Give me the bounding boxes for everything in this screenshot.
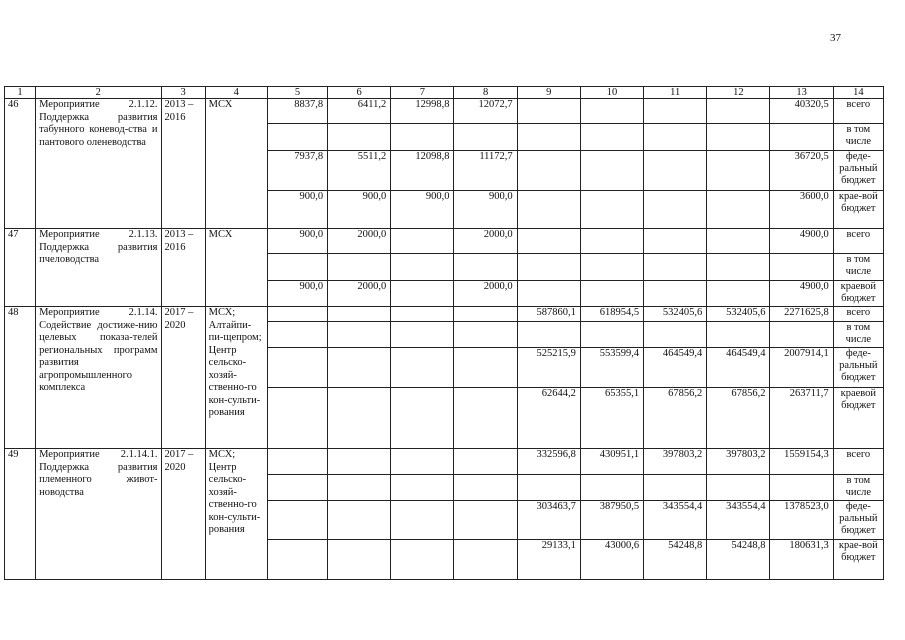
col-header-12: 12 (707, 87, 770, 99)
value-cell: 67856,2 (707, 388, 770, 449)
col-header-14: 14 (833, 87, 883, 99)
value-cell: 2000,0 (328, 281, 391, 307)
col-header-4: 4 (205, 87, 267, 99)
value-cell: 2000,0 (454, 229, 517, 254)
col-header-2: 2 (36, 87, 161, 99)
executor: МСХ; Центр сельско-хозяй-ственно-го кон-сульти-рования (205, 449, 267, 580)
value-cell: 303463,7 (517, 501, 580, 540)
value-cell: 900,0 (267, 229, 327, 254)
measure-name: Мероприятие 2.1.14.1. Поддержка развития племенного живот-новодства (36, 449, 161, 580)
funding-source: крае-вой бюджет (833, 191, 883, 229)
value-cell: 900,0 (454, 191, 517, 229)
value-cell: 12998,8 (391, 99, 454, 124)
total-cell: 2271625,8 (770, 307, 833, 322)
col-header-6: 6 (328, 87, 391, 99)
row-number: 46 (5, 99, 36, 229)
col-header-10: 10 (580, 87, 643, 99)
funding-source: в том числе (833, 124, 883, 151)
value-cell: 618954,5 (580, 307, 643, 322)
value-cell: 464549,4 (644, 348, 707, 388)
budget-table-container (4, 86, 884, 580)
value-cell: 11172,7 (454, 151, 517, 191)
total-cell: 1559154,3 (770, 449, 833, 475)
table-row (5, 307, 884, 322)
total-cell: 263711,7 (770, 388, 833, 449)
total-cell: 1378523,0 (770, 501, 833, 540)
executor: МСХ (205, 229, 267, 307)
total-cell: 3600,0 (770, 191, 833, 229)
row-number: 47 (5, 229, 36, 307)
value-cell: 464549,4 (707, 348, 770, 388)
col-header-5: 5 (267, 87, 327, 99)
value-cell: 397803,2 (707, 449, 770, 475)
header-row (5, 87, 884, 99)
value-cell: 7937,8 (267, 151, 327, 191)
years: 2017 – 2020 (161, 449, 205, 580)
value-cell: 900,0 (267, 191, 327, 229)
funding-source: в том числе (833, 322, 883, 348)
value-cell: 430951,1 (580, 449, 643, 475)
value-cell: 8837,8 (267, 99, 327, 124)
value-cell: 532405,6 (644, 307, 707, 322)
table-row (5, 99, 884, 124)
value-cell: 5511,2 (328, 151, 391, 191)
funding-source: крае-вой бюджет (833, 540, 883, 580)
value-cell: 332596,8 (517, 449, 580, 475)
table-row (5, 449, 884, 475)
value-cell: 12098,8 (391, 151, 454, 191)
value-cell: 62644,2 (517, 388, 580, 449)
funding-source: всего (833, 307, 883, 322)
value-cell: 67856,2 (644, 388, 707, 449)
value-cell: 6411,2 (328, 99, 391, 124)
funding-source: феде-ральный бюджет (833, 501, 883, 540)
funding-source: в том числе (833, 475, 883, 501)
value-cell: 12072,7 (454, 99, 517, 124)
total-cell: 2007914,1 (770, 348, 833, 388)
executor: МСХ; Алтайпи-пи-щепром; Центр сельско-хозяй-ственно-го кон-сульти-рования (205, 307, 267, 449)
value-cell: 65355,1 (580, 388, 643, 449)
value-cell: 525215,9 (517, 348, 580, 388)
funding-source: всего (833, 99, 883, 124)
value-cell: 343554,4 (707, 501, 770, 540)
value-cell: 900,0 (391, 191, 454, 229)
value-cell: 29133,1 (517, 540, 580, 580)
col-header-3: 3 (161, 87, 205, 99)
measure-name: Мероприятие 2.1.12. Поддержка развития табунного коневод-ства и пантового оленеводства (36, 99, 161, 229)
years: 2013 – 2016 (161, 99, 205, 229)
value-cell: 397803,2 (644, 449, 707, 475)
value-cell: 587860,1 (517, 307, 580, 322)
col-header-7: 7 (391, 87, 454, 99)
value-cell: 43000,6 (580, 540, 643, 580)
funding-source: краевой бюджет (833, 281, 883, 307)
funding-source: феде-ральный бюджет (833, 348, 883, 388)
measure-name: Мероприятие 2.1.14. Содействие достиже-нию целевых показа-телей региональных программ развития агропромышленного комплекса (36, 307, 161, 449)
value-cell: 532405,6 (707, 307, 770, 322)
col-header-13: 13 (770, 87, 833, 99)
total-cell: 40320,5 (770, 99, 833, 124)
value-cell: 553599,4 (580, 348, 643, 388)
row-number: 48 (5, 307, 36, 449)
value-cell: 54248,8 (707, 540, 770, 580)
total-cell: 4900,0 (770, 281, 833, 307)
budget-table (4, 86, 884, 580)
col-header-11: 11 (644, 87, 707, 99)
funding-source: феде-ральный бюджет (833, 151, 883, 191)
total-cell: 36720,5 (770, 151, 833, 191)
value-cell: 2000,0 (454, 281, 517, 307)
funding-source: в том числе (833, 254, 883, 281)
table-row (5, 229, 884, 254)
value-cell: 900,0 (267, 281, 327, 307)
col-header-8: 8 (454, 87, 517, 99)
total-cell: 180631,3 (770, 540, 833, 580)
row-number: 49 (5, 449, 36, 580)
col-header-9: 9 (517, 87, 580, 99)
executor: МСХ (205, 99, 267, 229)
funding-source: всего (833, 229, 883, 254)
col-header-1: 1 (5, 87, 36, 99)
total-cell: 4900,0 (770, 229, 833, 254)
funding-source: всего (833, 449, 883, 475)
value-cell: 2000,0 (328, 229, 391, 254)
value-cell: 387950,5 (580, 501, 643, 540)
years: 2013 – 2016 (161, 229, 205, 307)
years: 2017 – 2020 (161, 307, 205, 449)
value-cell: 343554,4 (644, 501, 707, 540)
measure-name: Мероприятие 2.1.13. Поддержка развития пчеловодства (36, 229, 161, 307)
value-cell: 900,0 (328, 191, 391, 229)
page-number: 37 (830, 32, 841, 44)
value-cell: 54248,8 (644, 540, 707, 580)
funding-source: краевой бюджет (833, 388, 883, 449)
